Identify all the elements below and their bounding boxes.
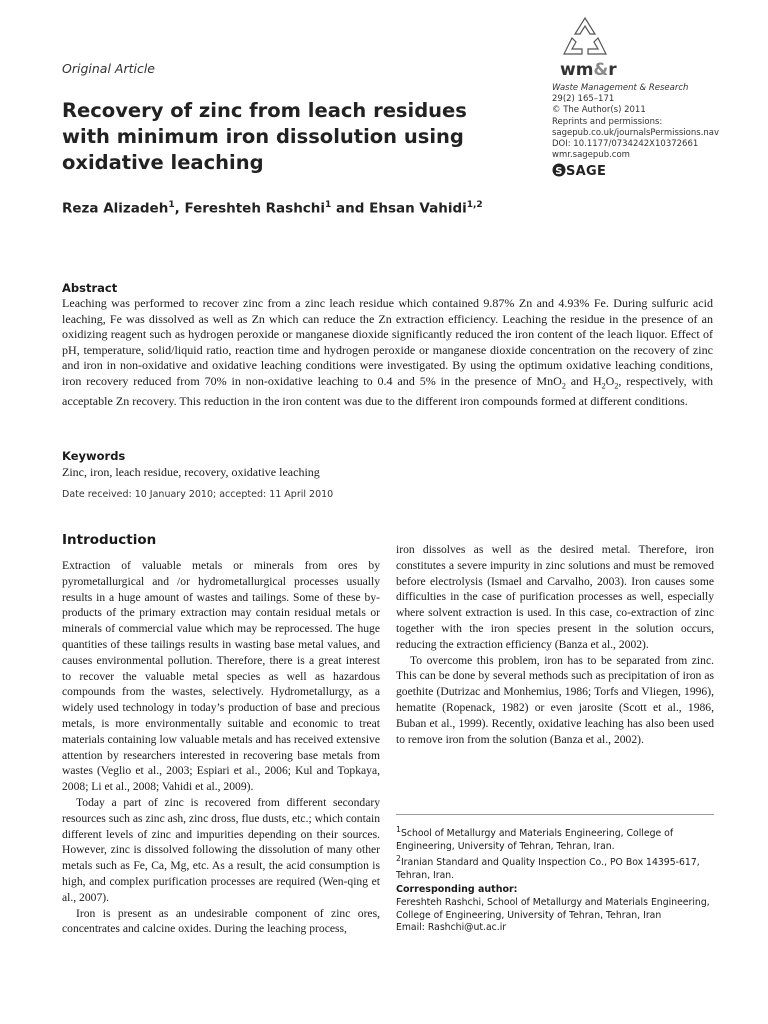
corresponding-author-email[interactable]: Email: Rashchi@ut.ac.ir bbox=[396, 922, 507, 934]
author-name[interactable]: Ehsan Vahidi bbox=[369, 200, 467, 217]
affiliation: $^1$School of Metallurgy and Materials Engineering, College of Engineering, University of Tehran, Tehran, Iran. bbox=[396, 825, 674, 852]
paragraph: Iron is present as an undesirable component of zinc ores, concentrates and calcine oxides. During the leaching process, bbox=[62, 906, 380, 936]
corresponding-author-line: Fereshteh Rashchi, School of Metallurgy and Materials Engineering, bbox=[396, 897, 710, 908]
doi[interactable]: DOI: 10.1177/0734242X10372661 bbox=[552, 139, 699, 150]
copyright: © The Author(s) 2011 bbox=[552, 105, 646, 116]
paragraph: iron dissolves as well as the desired metal. Therefore, iron constitutes a severe impurity in zinc solutions and must be removed before electrolysis (Ismael and Carvalho, 2003). Iron causes some difficulties in the case of purification processes as well, especially where solvent extraction is used. In this case, co-extraction of zinc together with the iron species present in the solution occurs, reducing the extraction efficiency (Banza et al., 2002). bbox=[396, 543, 714, 651]
journal-logo[interactable]: wm&r bbox=[560, 60, 617, 80]
left-column bbox=[62, 558, 380, 937]
abstract-text: Leaching was performed to recover zinc from a zinc leach residue which contained 9.87% Zn and 4.93% Fe. During sulfuric acid leaching, Fe was dissolved as well as Zn which can reduce the Zn extraction efficiency. Leaching the residue in the presence of an oxidizing reagent such as hydrogen peroxide or manganese dioxide significantly reduced the iron content of the leach liquor. Effect of pH, temperature, solid/liquid ratio, reaction time and hydrogen peroxide or manganese dioxide concentration on the recovery of zinc and iron in non-oxidative and oxidative leaching conditions were investigated. By using the optimum oxidative leaching conditions, iron recovery reduced from 70% in non-oxidative leaching to 0.4 and 5% in the presence of MnO$_2$ and $H_2O_2$, respectively, with acceptable Zn recovery. This reduction in the iron content was due to the different iron compounds formed at different conditions. bbox=[62, 296, 713, 408]
corresponding-author-heading: Corresponding author: bbox=[396, 884, 518, 895]
author-separator: and bbox=[331, 200, 370, 217]
corresponding-author-details bbox=[396, 897, 716, 935]
reprints-label: Reprints and permissions: bbox=[552, 116, 663, 127]
paragraph: To overcome this problem, iron has to be separated from zinc. This can be done by several methods such as precipitation of iron as goethite (Dutrizac and Monhemius, 1986; Torfs and Vliegen, 1996), hematite (Ropenack, 1982) or even jarosite (Scott et al., 1986, Buban et al., 1999). Recently, oxidative leaching has also been used to remove iron from the solution (Banza et al., 2002). bbox=[396, 653, 714, 746]
right-column bbox=[396, 542, 714, 747]
sage-icon bbox=[552, 163, 566, 177]
footnote-divider bbox=[396, 814, 714, 815]
paragraph: Today a part of zinc is recovered from different secondary resources such as zinc ash, zinc dross, flue dusts, etc.; which contain different levels of zinc and impurities depending on their sources. However, zinc is dissolved following the dissolution of many other metals such as Fe, Ca, Mg, etc. As a result, the acid consumption is high, and complex purification processes are required (Wen-qing et al., 2007). bbox=[62, 795, 380, 904]
affiliation: $^2$Iranian Standard and Quality Inspection Co., PO Box 14395-617, Tehran, Iran. bbox=[396, 854, 700, 881]
svg-text:S: S bbox=[555, 166, 563, 177]
paragraph: Extraction of valuable metals or minerals from ores by pyrometallurgical and /or hydrometallurgical processes usually results in a huge amount of wastes and tailings. Some of these by-products of the primary extraction may contain residual metals or minerals of commercial value which may be reprocessed. The huge quantities of these tailings results in wasting base metal values, and causes environmental pollution. Therefore, there is a great interest to recover the valuable metal species as well as hazardous compounds from the wastes, selectively. Hydrometallurgy, as a widely used technology in today’s production of base and precious metals, is more environmentally suitable and economic to treat materials containing low valuable metals and has received extensive attention by researchers interested in recovering base metals from wastes (Veglio et al., 2003; Espiari et al., 2006; Kul and Topkaya, 2008; Li et al., 2008; Vahidi et al., 2009). bbox=[62, 559, 380, 794]
journal-site-link[interactable]: wmr.sagepub.com bbox=[552, 150, 630, 161]
keywords-text: Zinc, iron, leach residue, recovery, oxidative leaching bbox=[62, 465, 320, 479]
journal-info bbox=[552, 83, 719, 161]
abstract-heading: Abstract bbox=[62, 281, 118, 295]
article-type: Original Article bbox=[62, 61, 155, 76]
author-affiliation-mark: 1,2 bbox=[466, 200, 483, 210]
journal-volume: 29(2) 165–171 bbox=[552, 94, 615, 105]
author-list bbox=[62, 200, 483, 217]
author-affiliation-mark: 1 bbox=[168, 200, 175, 210]
author-name[interactable]: Fereshteh Rashchi bbox=[184, 200, 326, 217]
corresponding-author-line: College of Engineering, University of Tehran, Tehran, Iran bbox=[396, 909, 662, 921]
author-affiliation-mark: 1 bbox=[325, 200, 332, 210]
affiliations bbox=[396, 824, 714, 883]
introduction-heading: Introduction bbox=[62, 532, 157, 548]
permissions-link[interactable]: sagepub.co.uk/journalsPermissions.nav bbox=[552, 127, 720, 138]
journal-name: Waste Management & Research bbox=[552, 83, 689, 93]
date-received: Date received: 10 January 2010; accepted: 11 April 2010 bbox=[62, 489, 334, 500]
sage-logo: S SAGE bbox=[552, 163, 606, 179]
author-separator: , bbox=[174, 200, 185, 217]
article-title: Recovery of zinc from leach residues with minimum iron dissolution using oxidative leaching bbox=[62, 99, 467, 174]
keywords-heading: Keywords bbox=[62, 449, 126, 463]
author-name[interactable]: Reza Alizadeh bbox=[62, 200, 169, 217]
